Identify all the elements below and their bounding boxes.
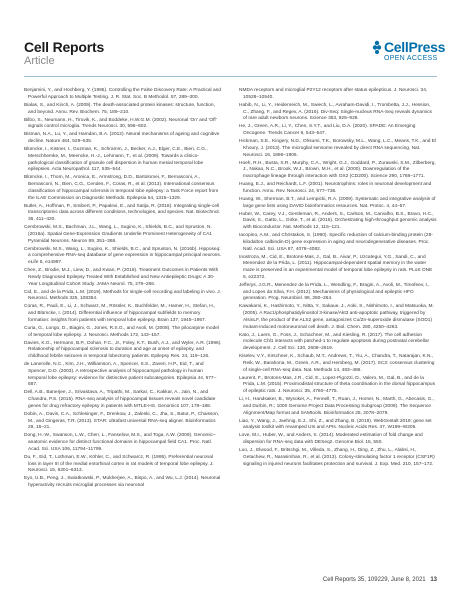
page-number: 13 [430, 577, 437, 583]
cellpress-logo[interactable] [372, 39, 446, 66]
reference-entry: Hoeh, R.H., Busta, S.R., Murphy, C.A., Wright, G.J., Goddard, P., Zurawski, S.M., Zilberberg, J., Nakao, N.C., Brook, W.J., Brown, M.H., et al. (2000). Downregulation of the macrophage lineage through interaction with OX2 (CD200). Science 290, 1768–1771. [239, 160, 436, 179]
reference-entry: Blümcke, I., Thom, M., Aronica, E., Armstrong, D.D., Bartolomei, F., Bernasconi, A., Bernasconi, N., Bien, C.G., Cendes, F., Coras, R., et al. (2013). International consensus classification of hippocampal sclerosis in temporal lobe epilepsy: a Task Force report from the ILAE Commission on Diagnostic Methods. Epilepsia 54, 1315–1329. [24, 175, 219, 201]
reference-entry: Laurent, F., Brotons-Mas, J.R., Cid, E., Lopez-Pigozzi, D., Valero, M., Gal, B., and de la Prida, L.M. (2015). Proximodistal structure of theta coordination in the dorsal hippocampus of epileptic rats. J. Neurosci. 35, 4760–4775. [239, 375, 435, 394]
reference-entry: Bialas, S., and Kinch, A. (2009). The death-associated protein kinases: structure, function, and beyond. Annu. Rev. Biochem. 75, 189–210. [24, 102, 215, 115]
reference-entry: Love, M.I., Huber, W., and Anders, S. (2014). Moderated estimation of fold change and dispersion for RNA-seq data with DESeq2. Genome Biol. 15, 550. [239, 433, 423, 446]
reference-entry: Curia, G., Longo, D., Biagini, G., Jones, R.S.G., and Avoli, M. (2008). The pilocarpine model of temporal lobe epilepsy. J. Neurosci. Methods 172, 143–157. [24, 325, 219, 338]
article-type-label: Article [24, 55, 55, 67]
reference-entry: Bilbo, S., Neumann, H., Tiruvik, K., and Boddeke, H.W.G.M. (2002). Neuronal 'On' and 'Off' signals control microglia. Trends Neurosci. 30, 596–602. [24, 117, 217, 130]
reference-entry: Li, H., Handsaker, B., Wysoker, A., Fennell, T., Ruan, J., Homer, N., Marth, G., Abecasis, G., and Durbin, R.; 1000 Genome Project Data Processing Subgroup (2009). The Sequence Alignment/Map format and SAMtools. Bioinformatics 25, 2078–2079. [239, 397, 435, 416]
reference-entry: de Lanerolle, N.C., Kim, J.H., Williamson, A., Spencer, S.S., Zaveri, H.P., Eid, T., and Spencer, D.D. (2003). A retrospective analysis of hippocampal pathology in human temporal lobe epilepsy: evidence for distinctive patient subcategories. Epilepsia 44, 677–687. [24, 362, 217, 388]
references-left-column [24, 88, 222, 491]
reference-entry: Luo, J., Elwood, F., Britschgi, M., Villeda, S., Zhang, H., Ding, Z., Zhu, L., Alabsi, H., Getachew, R., Narasimhan, R., et al. (2013). Colony-stimulating factor 1 receptor (CSF1R) signaling in injured neurons facilitates protection and survival. J. Exp. Med. 210, 157–172. [239, 448, 435, 467]
reference-entry: Chen, Z., Brodie, M.J., Liew, D., and Kwan, P. (2018). Treatment Outcomes in Patients With Newly Diagnosed Epilepsy Treated With Established and New Antiepileptic Drugs: A 30-Year Longitudinal Cohort Study. JAMA Neurol. 75, 279–286. [24, 268, 219, 287]
reference-entry: Dong, H.-W., Swanson, L.W., Chen, L., Fanselow, M.S., and Toga, A.W. (2009). Genomic–anatomic evidence for distinct functional domains in hippocampal field CA1. Proc. Natl. Acad. Sci. USA 106, 11794–11799. [24, 433, 216, 452]
reference-entry: Eyo, U.B., Peng, J., Swiatkowski, P., Mukherjee, A., Bispo, A., and Wu, L.J. (2014). Neuronal hyperactivity recruits microglial processes via neuronal [24, 476, 221, 489]
reference-entry: Inostroza, M., Cid, E., Brotons-Mas, J., Gal, B., Aivar, P., Uzcategui, Y.G., Sandi, C., and Menendez de la Prida, L. (2011). Hippocampal-dependent spatial memory in the water maze is preserved in an experimental model of temporal lobe epilepsy in rats. PLoS ONE 6, e22372. [239, 254, 433, 280]
open-access-label: OPEN ACCESS [384, 55, 438, 62]
reference-entry: Cembrowski, M.S., Bachman, J.L., Wang, L., Sugino, K., Shields, B.C., and Spruston, N. (2016a). Spatial Gene-Expression Gradients Underlie Prominent Heterogeneity of CA1 Pyramidal Neurons. Neuron 89, 351–368. [24, 225, 212, 244]
reference-entry: Jefferys, J.G.R., Menendez de la Prida, L., Wendling, F., Bragin, A., Avoli, M., Timofeev, I., and Lopes da Silva, F.H. (2012). Mechanisms of physiological and epileptic HFO generation. Prog. Neurobiol. 98, 250–264. [239, 282, 430, 302]
reference-entry: Blümcke, I., Kistner, I., Guzman, K., Schramm, J., Becker, A.J., Elger, C.E., Bien, C.G., Merschhemke, M., Meencke, H.-J., Lehmann, T., et al. (2009). Towards a clinico-pathological classification of granule cell dispersion in human mesial temporal lobe epilepsies. Acta Neuropathol. 117, 535–544. [24, 147, 208, 173]
reference-entry: Cembrowski, M.S., Wang, L., Sugino, K., Shields, B.C., and Spruston, N. (2016b). Hipposeq: a comprehensive RNA-seq database of gene expression in hippocampal principal neurons. eLife 5, e14997. [24, 246, 222, 265]
reference-entry: Coras, R., Pauli, E., Li, J., Schwarz, M., Rössler, K., Buchfelder, M., Hamer, H., Stefan, H., and Blümcke, I. (2014). Differential influence of hippocampal subfields to memory formation: insights from patients with temporal lobe epilepsy. Brain 137, 1945–1957. [24, 304, 216, 323]
reference-entry: Dobin, A., Davis, C.A., Schlesinger, F., Drenkow, J., Zaleski, C., Jha, S., Batut, P., Chaisson, M., and Gingeras, T.R. (2013). STAR: ultrafast universal RNA-seq aligner. Bioinformatics 29, 15–21. [24, 411, 220, 431]
cellpress-mark-icon [372, 40, 382, 54]
reference-entry: Liao, Y., Wang, J., Jaehnig, E.J., Shi, Z., and Zhang, B. (2019). WebGestalt 2019: gene set analysis toolkit with revamped UIs and APIs. Nucleic Acids Res. 47, W199–W205. [239, 418, 432, 431]
journal-title: Cell Reports [24, 39, 105, 55]
cellpress-logo-text: CellPress [384, 39, 446, 55]
reference-entry: Davies, K.G., Hermann, B.P., Dohan, F.C., Jr., Foley, K.T., Bush, A.J., and Wyler, A.R. (1996). Relationship of hippocampal sclerosis to duration and age at onset of epilepsy, and childhood febrile seizures in temporal lobectomy patients. Epilepsy Res. 24, 119–126. [24, 340, 222, 360]
reference-entry: Kiselev, V.Y., Kirschner, K., Schaub, M.T., Andrews, T., Yiu, A., Chandra, T., Natarajan, K.N., Reik, W., Barahona, M., Green, A.R., and Hemberg, M. (2017). SC3: consensus clustering of single-cell RNA-seq data. Nat. Methods 14, 483–486. [239, 354, 435, 373]
reference-entry: Huang, W., Sherman, B.T., and Lempicki, R.A. (2009). Systematic and integrative analysis of large gene lists using DAVID bioinformatics resources. Nat. Protoc. 4, 44–57. [239, 196, 436, 209]
reference-entry: Du, F., Eid, T., Lothman, E.W., Köhler, C., and Schwarcz, R. (1995). Preferential neuronal loss in layer III of the medial entorhinal cortex in rat models of temporal lobe epilepsy. J. Neurosci. 15, 6301–6313. [24, 454, 214, 474]
reference-entry: Dell, A.B., Banerjee, J., Srivastava, A., Tripathi, M., Sarkar, C., Kakkar, A., Jain, N., and Chandra, P.S. (2015). RNA-seq analysis of hippocampal tissues reveals novel candidate genes for drug refractory epilepsy in patients with MTLE-HS. Genomics 107, 178–188. [24, 390, 216, 409]
reference-entry: Kato, J., Luers, G., Foss, J., Schachner, M., and Kiesling, R. (2017). The cell adhesion molecule Chl1 interacts with patched-1 to regulate apoptosis during postnatal cerebellar development. J. Cell Sci. 130, 2608–2619. [239, 332, 430, 351]
reference-entry: Hickman, S.E., Kingery, N.D., Ohsumi, T.K., Borowsky, M.L., Wang, L.C., Means, T.K., and El Khoury, J. (2013). The microglial sensome revealed by direct RNA sequencing. Nat. Neurosci. 16, 1896–1905. [239, 139, 437, 158]
reference-entry: Benjamini, Y., and Hochberg, Y. (1995). Controlling the False Discovery Rate: A Practical and Powerful Approach to Multiple Testing. J. R. Stat. Soc. B Methodol. 57, 289–300. [24, 88, 221, 100]
header-rule [24, 76, 437, 77]
page-footer [323, 576, 437, 584]
reference-entry: NMDA receptors and microglial P2Y12 receptors after status epilepticus. J. Neurosci. 34, 10528–10540. [239, 88, 428, 100]
reference-entry: Butler, A., Hoffman, P., Smibert, P., Papalexi, E., and Satija, R. (2018). Integrating single-cell transcriptomic data across different conditions, technologies, and species. Nat. Biotechnol. 36, 411–420. [24, 203, 220, 222]
reference-entry: Huang, E.J., and Reichardt, L.F. (2001). Neurotrophins: roles in neuronal development and function. Annu. Rev. Neurosci. 24, 677–736. [239, 182, 432, 194]
reference-entry: He, J., Green, A.R., Li, Y., Chen, S.Y.T., and Liu, D.A. (2020). SPADE: An Emerging Oncogene. Trends Cancer 6, 543–547. [239, 124, 416, 136]
reference-entry: Cid, E., and de la Prida, L.M. (2019). Methods for single-cell recording and labeling in vivo. J. Neurosci. Methods 325, 108354. [24, 289, 222, 302]
footer-citation: Cell Reports 35, 109229, June 8, 2021 [322, 577, 426, 583]
reference-entry: Iacopino, A.M., and Christakos, S. (1990). Specific reduction of calcium-binding protein (28-kilodalton calbindin-D) gene expression in aging and neurodegenerative diseases. Proc. Natl. Acad. Sci. USA 87, 4078–4082. [239, 233, 433, 252]
references-right-column [239, 88, 437, 470]
reference-entry: Bisman, N.A., Lu, Y., and Hamdan, B.A. (2012). Neural mechanisms of ageing and cognitive decline. Nature 464, 529–535. [24, 132, 220, 145]
reference-entry: Habib, N., Li, Y., Heidenreich, M., Swiech, L., Avraham-Davidi, I., Trombetta, J.J., Hession, C., Zhang, F., and Regev, A. (2016). Div-Seq: Single-nucleus RNA-Seq reveals dynamics of rare adult newborn neurons. Science 353, 925–928. [239, 102, 432, 122]
reference-entry: Huber, W., Carey, V.J., Gentleman, R., Anders, S., Carlson, M., Carvalho, B.S., Bravo, H.C., Davis, S., Gatto, L., Girke, T., et al. (2015). Orchestrating high-throughput genomic analysis with Bioconductor. Nat. Methods 12, 115–121. [239, 211, 437, 231]
reference-entry: Kawakami, K., Hashimoto, Y., Nitta, Y., Sakaue, J., Aoki, S., Nishimoto, I., and Matsuoka, M. (2005). A Rac1/phosphatidylinositol 3-kinase/Akt3 anti-apoptotic pathway, triggered by AlsinLF, the product of the ALS2 gene, antagonizes Cu/Zn-superoxide dismutase (SOD1) mutant-induced motoneuronal cell death. J. Biol. Chem. 280, 4250–4263. [239, 304, 434, 330]
